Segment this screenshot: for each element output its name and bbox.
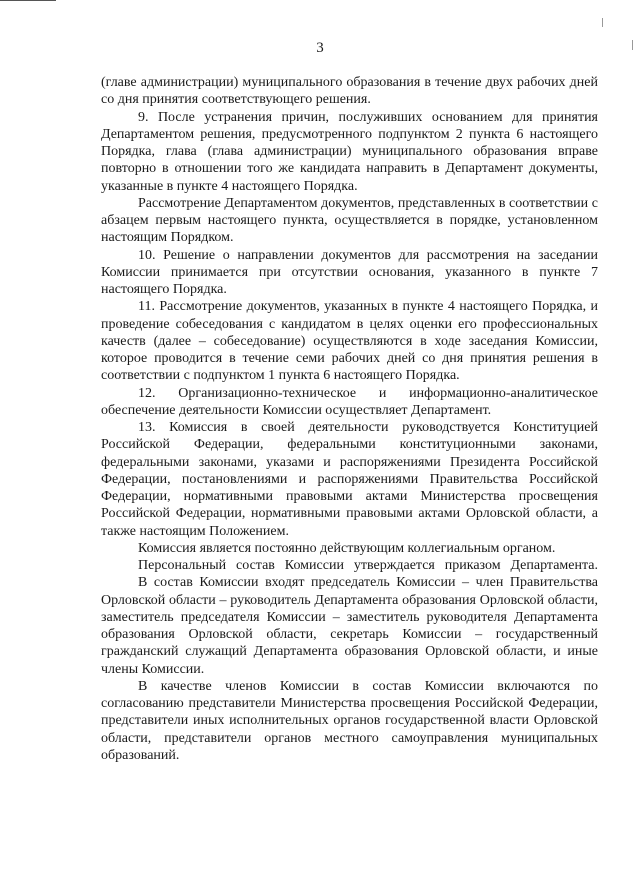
paragraph-continuation: (главе администрации) муниципального образования в течение двух рабочих дней со дня принятия соответствующего решения.: [101, 75, 598, 108]
page-number: 3: [316, 40, 324, 56]
scan-edge-mark: [0, 0, 56, 1]
paragraph-item-11: 11. Рассмотрение документов, указанных в пункте 4 настоящего Порядка, и проведение собеседования с кандидатом в целях оценки его профессиональных качеств (далее – собеседование) осуществляются в ходе заседания Комиссии, которое проводится в течение семи рабочих дней со дня принятия решения в соответствии с подпунктом 1 пункта 6 настоящего Порядка.: [101, 299, 598, 384]
paragraph-item-13: 13. Комиссия в своей деятельности руководствуется Конституцией Российской Федерации, федеральными конституционными законами, федеральными законами, указами и распоряжениями Президента Российской Федерации, постановлениями и распоряжениями Правительства Российской Федерации, нормативными правовыми актами Министерства просвещения Российской Федерации, нормативными правовыми актами Орловской области, а также настоящим Положением.: [101, 420, 598, 539]
paragraph-composition-approval: Персональный состав Комиссии утверждается приказом Департамента.: [138, 558, 598, 573]
scan-edge-tick: [602, 18, 603, 27]
paragraph-item-12: 12. Организационно-техническое и информационно-аналитическое обеспечение деятельности Комиссии осуществляет Департамент.: [101, 385, 598, 418]
paragraph-item-9-review: Рассмотрение Департаментом документов, представленных в соответствии с абзацем первым настоящего пункта, осуществляется в порядке, установленном настоящим Порядком.: [101, 195, 598, 246]
paragraph-item-9: 9. После устранения причин, послуживших основанием для принятия Департаментом решения, предусмотренного подпунктом 2 пункта 6 настоящего Порядка, глава (глава администрации) муниципального образования вправе повторно в отношении того же кандидата направить в Департамент документы, указанные в пункте 4 настоящего Порядка.: [101, 109, 598, 194]
paragraph-commission-composition: В состав Комиссии входят председатель Комиссии – член Правительства Орловской области – руководитель Департамента образования Орловской области, заместитель председателя Комиссии – заместитель руководителя Департамента образования Орловской области, секретарь Комиссии – государственный гражданский служащий Департамента образования Орловской области, и иные члены Комиссии.: [101, 575, 598, 677]
paragraph-item-10: 10. Решение о направлении документов для рассмотрения на заседании Комиссии принимается при отсутствии основания, указанного в пункте 7 настоящего Порядка.: [101, 247, 598, 297]
paragraph-commission-members: В качестве членов Комиссии в состав Комиссии включаются по согласованию представители Министерства просвещения Российской Федерации, представители иных исполнительных органов государственной власти Орловской области, представители органов местного самоуправления муниципальных образований.: [101, 678, 598, 763]
paragraph-permanent-body: Комиссия является постоянно действующим коллегиальным органом.: [138, 540, 556, 556]
document-body: [101, 74, 598, 764]
